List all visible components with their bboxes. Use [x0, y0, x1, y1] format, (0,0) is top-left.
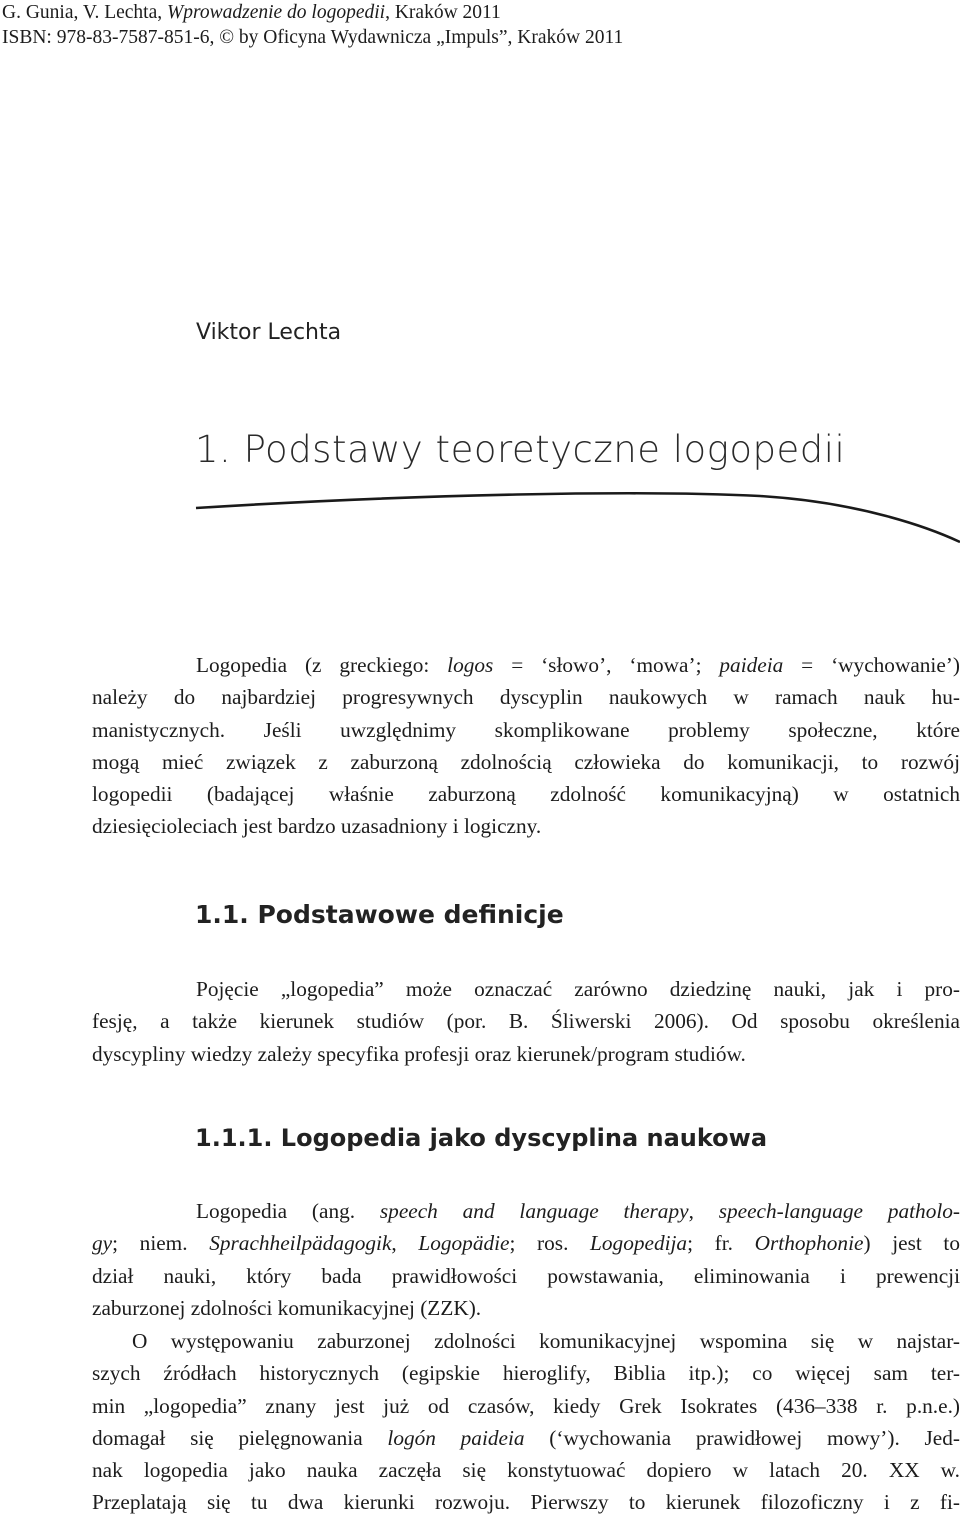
- text-line: nak logopedia jako nauka zaczęła się konstytuować dopiero w latach 20. XX w.: [92, 1458, 960, 1483]
- discipline-paragraph-1: [92, 1195, 960, 1324]
- text-line: zaburzonej zdolności komunikacyjnej (ZZK).: [92, 1295, 482, 1320]
- citation-line: G. Gunia, V. Lechta, Wprowadzenie do logopedii, Kraków 2011: [2, 2, 501, 23]
- subsection-heading: 1.1.1. Logopedia jako dyscyplina naukowa: [195, 1124, 768, 1152]
- text-line: szych źródłach historycznych (egipskie hieroglify, Biblia itp.); co więcej sam ter-: [92, 1361, 960, 1386]
- author-name: Viktor Lechta: [196, 320, 342, 345]
- text-line: logopedii (badającej właśnie zaburzoną zdolność komunikacyjną) w ostatnich: [92, 782, 960, 807]
- text-line: Logopedia (z greckiego: logos = ‘słowo’, ‘mowa’; paideia = ‘wychowanie’): [196, 653, 960, 677]
- text-line: Logopedia (ang. speech and language therapy, speech-language patholo-: [196, 1199, 960, 1223]
- text-line: Przeplatają się tu dwa kierunki rozwoju. Pierwszy to kierunek filozoficzny i z fi-: [92, 1490, 960, 1515]
- text-line: Pojęcie „logopedia” może oznaczać zarówno dziedzinę nauki, jak i pro-: [196, 977, 960, 1001]
- text-line: manistycznych. Jeśli uwzględnimy skomplikowane problemy społeczne, które: [92, 717, 960, 742]
- text-line: mogą mieć związek z zaburzoną zdolnością człowieka do komunikacji, to rozwój: [92, 749, 960, 774]
- text-line: dziesięcioleciach jest bardzo uzasadniony i logiczny.: [92, 814, 542, 839]
- text-line: gy; niem. Sprachheilpädagogik, Logopädie; ros. Logopedija; fr. Orthophonie) jest to: [92, 1231, 960, 1256]
- intro-paragraph: [92, 649, 960, 843]
- isbn-line: ISBN: 978-83-7587-851-6, © by Oficyna Wydawnicza „Impuls”, Kraków 2011: [2, 27, 624, 48]
- definitions-paragraph: [92, 973, 960, 1070]
- text-line: dyscypliny wiedzy zależy specyfika profesji oraz kierunek/program studiów.: [92, 1041, 746, 1066]
- text-line: domagał się pielęgnowania logón paideia (‘wychowania prawidłowej mowy’). Jed-: [92, 1425, 960, 1450]
- text-line: fesję, a także kierunek studiów (por. B. Śliwerski 2006). Od sposobu określenia: [92, 1009, 960, 1034]
- discipline-paragraph-2: [92, 1325, 960, 1519]
- chapter-underline: [0, 480, 960, 550]
- section-heading: 1.1. Podstawowe definicje: [195, 900, 564, 929]
- text-line: O występowaniu zaburzonej zdolności komunikacyjnej wspomina się w najstar-: [132, 1329, 960, 1353]
- chapter-title: 1. Podstawy teoretyczne logopedii: [195, 428, 846, 471]
- text-line: należy do najbardziej progresywnych dyscyplin naukowych w ramach nauk hu-: [92, 685, 960, 710]
- text-line: dział nauki, który bada prawidłowości powstawania, eliminowania i prewencji: [92, 1263, 960, 1288]
- text-line: min „logopedia” znany jest już od czasów, kiedy Grek Isokrates (436–338 r. p.n.e.): [92, 1393, 960, 1418]
